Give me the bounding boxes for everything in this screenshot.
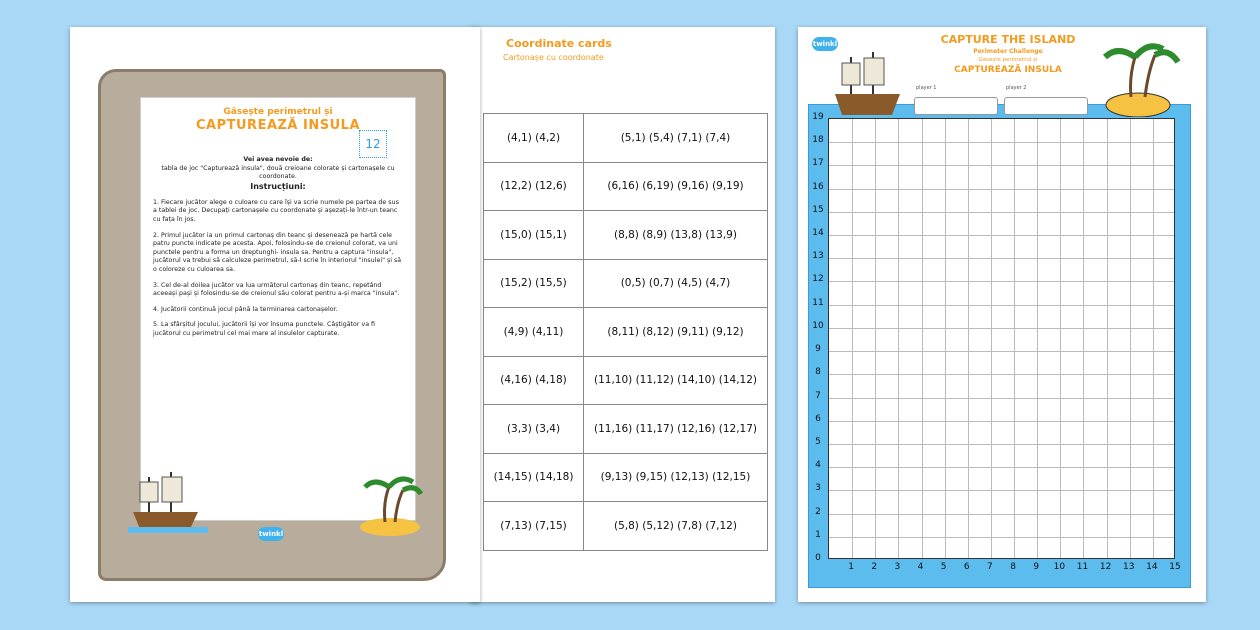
- y-axis-label: 18: [812, 135, 824, 146]
- twinkl-logo: twinkl: [812, 37, 838, 51]
- coordinate-card: (8,11) (8,12) (9,11) (9,12): [584, 308, 768, 357]
- grid-line-horizontal: [829, 142, 1174, 143]
- game-board-page: [798, 27, 1206, 602]
- coordinate-card: (11,10) (11,12) (14,10) (14,12): [584, 356, 768, 405]
- coordinate-grid[interactable]: [828, 118, 1175, 559]
- x-axis-label: 6: [963, 562, 970, 572]
- coordinate-card: (11,16) (11,17) (12,16) (12,17): [584, 405, 768, 454]
- grid-line-horizontal: [829, 351, 1174, 352]
- y-axis-label: 14: [812, 228, 824, 239]
- instruction-step: 1. Fiecare jucător alege o culoare cu care își va scrie numele pe partea de sus a tablei de joc. Decupați cartonașele cu coordonate și așezați-le într-un teanc cu fața în jos.: [153, 198, 399, 223]
- card-row: [484, 356, 768, 405]
- y-axis-label: 0: [815, 553, 821, 563]
- coordinate-card: (15,2) (15,5): [484, 259, 584, 308]
- grid-line-horizontal: [829, 165, 1174, 166]
- grid-line-horizontal: [829, 212, 1174, 213]
- coordinate-card: (4,1) (4,2): [484, 114, 584, 163]
- x-axis-label: 12: [1099, 562, 1112, 572]
- grid-line-vertical: [922, 119, 923, 558]
- x-axis-label: 5: [940, 562, 947, 572]
- coordinate-card: (8,8) (8,9) (13,8) (13,9): [584, 211, 768, 260]
- y-axis-label: 7: [815, 390, 821, 401]
- grid-line-horizontal: [829, 374, 1174, 375]
- grid-line-vertical: [1153, 119, 1154, 558]
- grid-line-horizontal: [829, 258, 1174, 259]
- grid-number-badge: 12: [359, 130, 387, 158]
- instruction-step: 2. Primul jucător ia un primul cartonaș din teanc și desenează pe hartă cele patru puncte indicate pe acesta. Apoi, folosindu-se de creionul colorat, va uni punctele pentru a forma un dreptunghi- insula sa. Pentru a captura "insula", jucătorul va trebui să calculeze perimetrul, să-l scrie în interiorul "insulei" și să o coloreze cu culoarea sa.: [153, 231, 402, 273]
- board-ro-subtitle: Găsește perimetrul și: [978, 57, 1038, 63]
- coordinate-card: (14,15) (14,18): [484, 453, 584, 502]
- coordinate-card: (9,13) (9,15) (12,13) (12,15): [584, 453, 768, 502]
- card-row: [484, 453, 768, 502]
- coordinate-card: (3,3) (3,4): [484, 405, 584, 454]
- y-axis-label: 6: [815, 413, 821, 424]
- grid-line-vertical: [1060, 119, 1061, 558]
- y-axis-label: 4: [815, 460, 821, 471]
- y-axis-label: 10: [812, 320, 824, 331]
- coordinate-card: (6,16) (6,19) (9,16) (9,19): [584, 162, 768, 211]
- x-axis-label: 15: [1169, 562, 1181, 572]
- x-axis-label: 4: [917, 562, 924, 572]
- grid-line-vertical: [875, 119, 876, 558]
- x-axis-label: 13: [1122, 562, 1135, 572]
- y-axis-label: 9: [815, 344, 821, 355]
- x-axis-label: 7: [987, 562, 993, 572]
- instruction-step: 4. Jucătorii continuă jocul până la terminarea cartonașelor.: [153, 305, 338, 313]
- x-axis-label: 3: [894, 562, 901, 572]
- grid-line-vertical: [945, 119, 946, 558]
- board-subtitle: Perimeter Challenge: [973, 48, 1043, 55]
- grid-line-horizontal: [829, 305, 1174, 306]
- coordinate-cards-page: [470, 27, 775, 602]
- y-axis-label: 1: [815, 529, 821, 540]
- card-row: [484, 405, 768, 454]
- grid-line-horizontal: [829, 444, 1174, 445]
- grid-line-vertical: [1107, 119, 1108, 558]
- pirate-ship-icon: [128, 467, 208, 537]
- card-row: [484, 502, 768, 551]
- y-axis-label: 3: [815, 483, 821, 494]
- grid-line-horizontal: [829, 235, 1174, 236]
- grid-line-vertical: [1037, 119, 1038, 558]
- instructions-paper: [140, 97, 416, 521]
- player1-name-field[interactable]: [914, 97, 998, 115]
- grid-line-horizontal: [829, 514, 1174, 515]
- grid-line-horizontal: [829, 398, 1174, 399]
- y-axis-label: 2: [815, 506, 821, 517]
- y-axis-label: 5: [815, 436, 821, 447]
- grid-line-horizontal: [829, 490, 1174, 491]
- player2-name-field[interactable]: [1004, 97, 1088, 115]
- grid-line-horizontal: [829, 328, 1174, 329]
- grid-line-horizontal: [829, 421, 1174, 422]
- y-axis-label: 13: [812, 251, 824, 262]
- grid-line-horizontal: [829, 537, 1174, 538]
- y-axis-label: 11: [812, 297, 824, 308]
- card-row: [484, 162, 768, 211]
- need-heading: Vei avea nevoie de:: [243, 156, 313, 163]
- card-row: [484, 259, 768, 308]
- card-row: [484, 308, 768, 357]
- y-axis-label: 12: [812, 274, 824, 285]
- instruction-step: 3. Cel de-al doilea jucător va lua următorul cartonaș din teanc, repetând aceeași pași și folosindu-se de creionul său colorat pentru a-și marca "insula".: [153, 281, 400, 298]
- player2-label: player 2: [1006, 85, 1027, 91]
- grid-line-horizontal: [829, 281, 1174, 282]
- coordinate-cards-table: [483, 113, 768, 551]
- grid-line-vertical: [1130, 119, 1131, 558]
- instructions-title-line2: CAPTUREAZĂ INSULA: [196, 118, 360, 133]
- card-row: [484, 114, 768, 163]
- coordinate-card: (15,0) (15,1): [484, 211, 584, 260]
- x-axis-label: 2: [871, 562, 878, 572]
- coordinate-card: (12,2) (12,6): [484, 162, 584, 211]
- pirate-ship-icon: [830, 49, 910, 119]
- x-axis-label: 14: [1146, 562, 1158, 572]
- x-axis-label: 9: [1033, 562, 1040, 572]
- grid-line-vertical: [991, 119, 992, 558]
- coordinate-card: (7,13) (7,15): [484, 502, 584, 551]
- board-ro-title: CAPTUREAZĂ INSULA: [954, 65, 1062, 75]
- y-axis-label: 8: [815, 367, 821, 378]
- instructions-title-line1: Găsește perimetrul și: [223, 107, 333, 117]
- x-axis-label: 11: [1076, 562, 1089, 572]
- grid-line-vertical: [852, 119, 853, 558]
- twinkl-logo: twinkl: [258, 527, 284, 541]
- board-title: CAPTURE THE ISLAND: [940, 33, 1076, 46]
- y-axis-label: 19: [812, 112, 824, 122]
- instructions-heading: Instrucțiuni:: [250, 181, 306, 191]
- grid-line-horizontal: [829, 467, 1174, 468]
- y-axis-label: 16: [812, 181, 824, 192]
- instruction-step: 5. La sfârșitul jocului, jucătorii își vor însuma punctele. Câștigător va fi jucătorul cu perimetrul cel mai mare al insulelor capturate.: [153, 321, 376, 337]
- grid-line-vertical: [968, 119, 969, 558]
- coordinate-card: (5,8) (5,12) (7,8) (7,12): [584, 502, 768, 551]
- x-axis-label: 1: [848, 562, 854, 572]
- player1-label: player 1: [916, 85, 937, 91]
- grid-line-vertical: [1083, 119, 1084, 558]
- coordinate-card: (5,1) (5,4) (7,1) (7,4): [584, 114, 768, 163]
- x-axis-label: 10: [1053, 562, 1066, 572]
- y-axis-label: 15: [812, 204, 824, 215]
- palm-island-icon: [355, 472, 425, 537]
- y-axis-label: 17: [812, 158, 824, 169]
- grid-line-horizontal: [829, 189, 1174, 190]
- coordinate-card: (0,5) (0,7) (4,5) (4,7): [584, 259, 768, 308]
- grid-line-vertical: [898, 119, 899, 558]
- palm-island-icon: [1093, 37, 1183, 117]
- coordinate-card: (4,9) (4,11): [484, 308, 584, 357]
- need-text: tabla de joc "Capturează insula", două creioane colorate și cartonașele cu coordonate.: [161, 164, 395, 181]
- card-row: [484, 211, 768, 260]
- grid-line-vertical: [1014, 119, 1015, 558]
- x-axis-label: 8: [1010, 562, 1016, 572]
- cards-title: Coordinate cards: [506, 37, 612, 50]
- cards-subtitle: Cartonașe cu coordonate: [503, 53, 604, 62]
- coordinate-card: (4,16) (4,18): [484, 356, 584, 405]
- instructions-page: [70, 27, 480, 602]
